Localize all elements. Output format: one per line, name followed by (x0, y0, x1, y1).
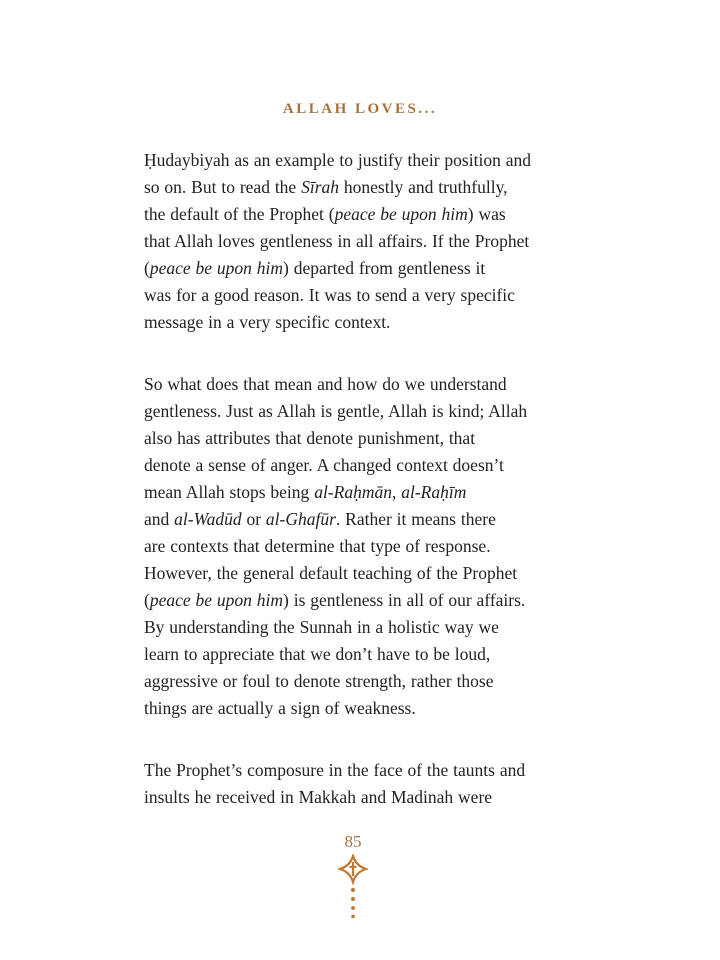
diamond-finial-with-dotted-tail-icon (338, 854, 368, 920)
page-number: 85 (344, 832, 362, 851)
text-line: (peace be upon him) departed from gentleness it (144, 258, 486, 278)
paragraph (144, 757, 594, 811)
text-line: message in a very specific context. (144, 312, 391, 332)
text-line: (peace be upon him) is gentleness in all of our affairs. (144, 590, 526, 610)
text-line: aggressive or foul to denote strength, rather those (144, 671, 494, 691)
text-line: gentleness. Just as Allah is gentle, Allah is kind; Allah (144, 401, 528, 421)
text-line: things are actually a sign of weakness. (144, 698, 416, 718)
text-line: was for a good reason. It was to send a very specific (144, 285, 515, 305)
text-line: So what does that mean and how do we understand (144, 374, 507, 394)
text-line: also has attributes that denote punishment, that (144, 428, 476, 448)
text-line: Ḥudaybiyah as an example to justify their position and (144, 150, 531, 170)
page-footer (0, 832, 713, 920)
paragraph (144, 371, 594, 722)
body-text (144, 147, 594, 846)
text-line: that Allah loves gentleness in all affairs. If the Prophet (144, 231, 530, 251)
text-line: are contexts that determine that type of response. (144, 536, 491, 556)
text-line: However, the general default teaching of the Prophet (144, 563, 518, 583)
text-line: and al-Wadūd or al-Ghafūr. Rather it means there (144, 509, 496, 529)
text-line: insults he received in Makkah and Madinah were (144, 787, 493, 807)
text-line: mean Allah stops being al-Raḥmān, al-Raḥīm (144, 482, 467, 502)
text-line: learn to appreciate that we don’t have to be loud, (144, 644, 491, 664)
text-line: The Prophet’s composure in the face of the taunts and (144, 760, 526, 780)
text-line: By understanding the Sunnah in a holistic way we (144, 617, 499, 637)
text-line: denote a sense of anger. A changed context doesn’t (144, 455, 504, 475)
text-line: so on. But to read the Sīrah honestly and truthfully, (144, 177, 508, 197)
text-line: the default of the Prophet (peace be upon him) was (144, 204, 506, 224)
running-header: ALLAH LOVES... (282, 101, 438, 117)
paragraph (144, 147, 594, 336)
